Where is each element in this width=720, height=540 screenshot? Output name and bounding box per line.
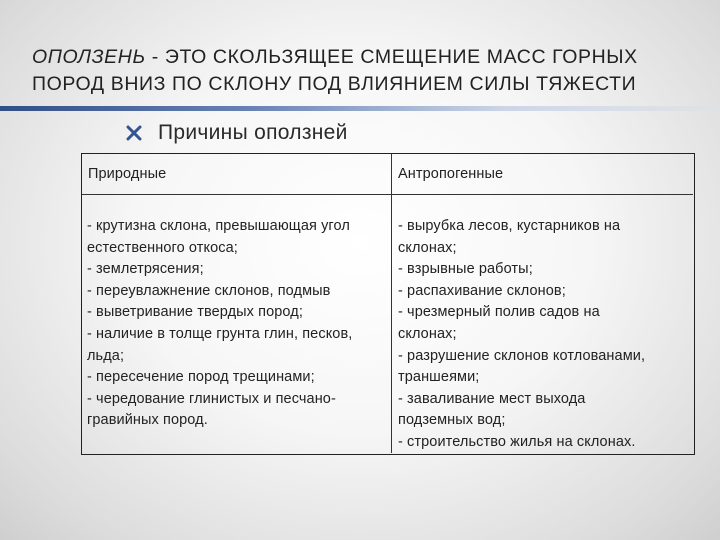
header-anthropogenic: Антропогенные bbox=[392, 154, 693, 195]
bullet-item bbox=[124, 118, 348, 148]
natural-causes-cell bbox=[82, 195, 392, 453]
anthropogenic-line: - вырубка лесов, кустарников на bbox=[398, 218, 621, 234]
anthropogenic-line: - распахивание склонов; bbox=[398, 282, 566, 299]
natural-line: - пересечение пород трещинами; bbox=[87, 369, 315, 386]
anthropogenic-line: траншеями; bbox=[398, 369, 480, 386]
x-mark-icon bbox=[124, 123, 144, 143]
slide-title bbox=[32, 44, 692, 98]
natural-line: - переувлажнение склонов, подмыв bbox=[87, 282, 331, 299]
anthropogenic-line: подземных вод; bbox=[398, 412, 506, 429]
title-definition-part1: - ЭТО СКОЛЬЗЯЩЕЕ СМЕЩЕНИЕ МАСС ГОРНЫХ bbox=[145, 46, 638, 68]
title-divider bbox=[0, 106, 720, 111]
anthropogenic-line: склонах; bbox=[398, 239, 457, 256]
title-line-2: ПОРОД ВНИЗ ПО СКЛОНУ ПОД ВЛИЯНИЕМ СИЛЫ ТЯЖЕСТИ bbox=[32, 73, 637, 95]
title-line-1 bbox=[32, 44, 692, 71]
anthropogenic-line: - заваливание мест выхода bbox=[398, 390, 586, 407]
anthropogenic-line: склонах; bbox=[398, 325, 457, 342]
natural-line: льда; bbox=[87, 347, 125, 364]
natural-line: гравийных пород. bbox=[87, 412, 208, 429]
natural-line: - крутизна склона, превышающая угол bbox=[87, 218, 350, 234]
anthropogenic-line: - чрезмерный полив садов на bbox=[398, 304, 600, 321]
anthropogenic-line: - разрушение склонов котлованами, bbox=[398, 347, 646, 364]
bullet-label: Причины оползней bbox=[158, 121, 348, 144]
natural-line: - выветривание твердых пород; bbox=[87, 304, 303, 321]
anthropogenic-causes-cell bbox=[392, 195, 693, 453]
natural-line: - наличие в толще грунта глин, песков, bbox=[87, 325, 353, 342]
causes-table bbox=[81, 153, 695, 455]
anthropogenic-line: - взрывные работы; bbox=[398, 261, 533, 278]
natural-line: естественного откоса; bbox=[87, 239, 238, 256]
natural-line: - землетрясения; bbox=[87, 261, 204, 278]
title-term: ОПОЛЗЕНЬ bbox=[32, 46, 146, 68]
header-natural: Природные bbox=[82, 154, 392, 195]
anthropogenic-line: - строительство жилья на склонах. bbox=[398, 433, 636, 450]
natural-line: - чередование глинистых и песчано- bbox=[87, 390, 336, 407]
